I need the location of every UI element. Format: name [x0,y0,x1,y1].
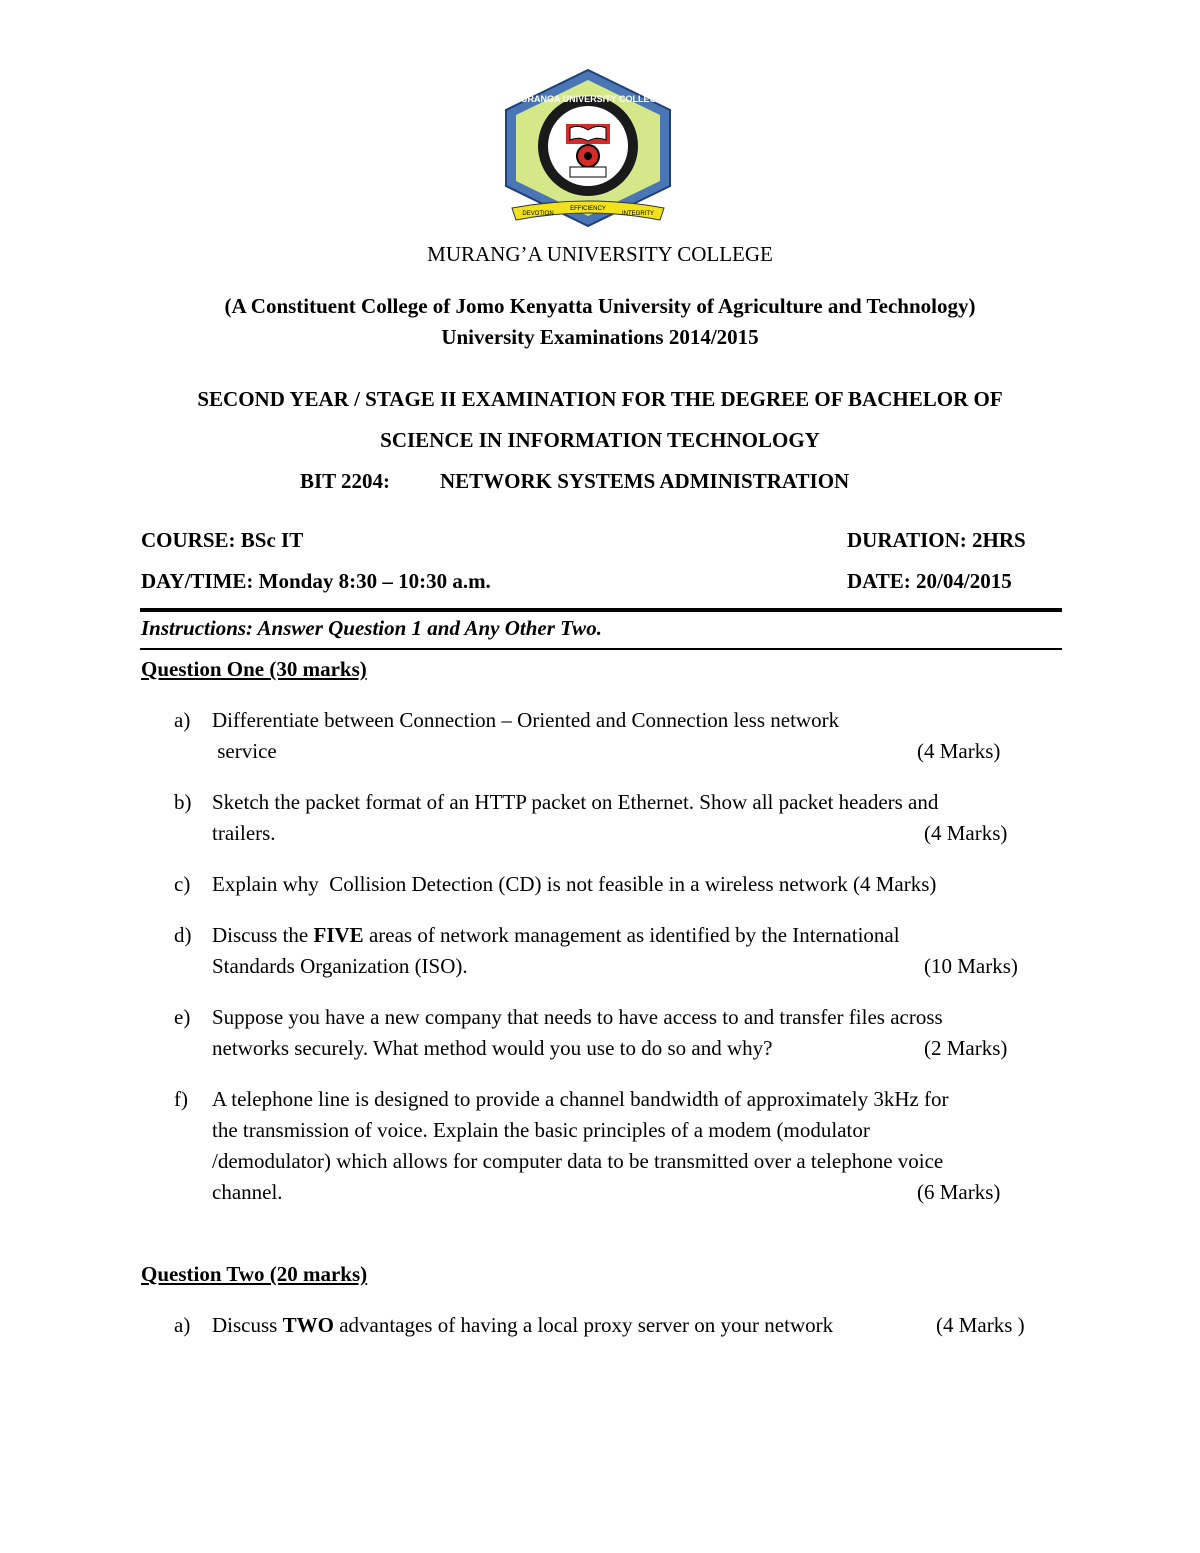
q2-a-line1 [212,1313,833,1338]
q1-d-line1-bold: FIVE [313,923,364,947]
q1-d-line1-post: areas of network management as identified by the International [363,923,900,947]
q1-d-line1-pre: Discuss the [212,923,314,947]
q1-d-line1 [212,923,900,948]
q1-a-line2: service [212,739,277,763]
q1-a-letter: a) [174,708,191,732]
top-divider [140,608,1062,612]
q1-b-line1: Sketch the packet format of an HTTP packet on Ethernet. Show all packet headers and [212,790,939,814]
q1-f-letter: f) [174,1087,188,1111]
motto-devotion: DEVOTION [522,211,554,217]
q1-a-line1: Differentiate between Connection – Oriented and Connection less network [212,708,840,732]
q1-e-line2: networks securely. What method would you use to do so and why? [212,1036,773,1060]
question-one-heading: Question One (30 marks) [141,657,367,681]
duration-label: DURATION: 2HRS [847,528,1026,552]
exam-title-line1: SECOND YEAR / STAGE II EXAMINATION FOR THE DEGREE OF BACHELOR OF [197,387,1003,411]
college-name: MURANG’A UNIVERSITY COLLEGE [427,242,773,266]
q2-a-letter: a) [174,1313,191,1337]
q2-a-line1-bold: TWO [282,1313,334,1337]
course-label: COURSE: BSc IT [141,528,304,552]
q1-d-letter: d) [174,923,192,947]
unit-code: BIT 2204: [300,469,391,493]
q1-e-line1: Suppose you have a new company that needs to have access to and transfer files across [212,1005,943,1029]
q1-d-line2: Standards Organization (ISO). [212,954,468,978]
bottom-divider [140,648,1062,650]
exam-title-line2: SCIENCE IN INFORMATION TECHNOLOGY [380,428,820,452]
q1-f-line3: /demodulator) which allows for computer data to be transmitted over a telephone voice [212,1149,944,1173]
q1-e-marks: (2 Marks) [924,1036,1008,1060]
q1-f-marks: (6 Marks) [917,1180,1001,1204]
constituent-line: (A Constituent College of Jomo Kenyatta University of Agriculture and Technology) [224,294,976,318]
q1-c-letter: c) [174,872,191,896]
date-label: DATE: 20/04/2015 [847,569,1012,593]
motto-efficiency: EFFICIENCY [570,206,606,212]
q2-a-line1-pre: Discuss [212,1313,283,1337]
q1-f-line2: the transmission of voice. Explain the basic principles of a modem (modulator [212,1118,870,1142]
q1-f-line1: A telephone line is designed to provide a channel bandwidth of approximately 3kHz for [212,1087,949,1111]
q1-b-letter: b) [174,790,192,814]
q1-b-marks: (4 Marks) [924,821,1008,845]
q1-c-line1: Explain why Collision Detection (CD) is not feasible in a wireless network (4 Marks) [212,872,937,896]
question-two-heading: Question Two (20 marks) [141,1262,368,1286]
q1-b-line2: trailers. [212,821,276,845]
brick-wall [570,167,606,177]
q2-a-marks: (4 Marks ) [936,1313,1025,1337]
q1-e-letter: e) [174,1005,191,1029]
unit-name: NETWORK SYSTEMS ADMINISTRATION [440,469,850,493]
instructions: Instructions: Answer Question 1 and Any Other Two. [141,616,602,640]
q1-d-marks: (10 Marks) [924,954,1018,978]
q1-a-marks: (4 Marks) [917,739,1001,763]
motto-integrity: INTEGRITY [621,211,655,217]
university-crest-icon [500,68,676,230]
q2-a-line1-post: advantages of having a local proxy server on your network [333,1313,834,1337]
day-time-label: DAY/TIME: Monday 8:30 – 10:30 a.m. [141,569,491,593]
q1-f-line4: channel. [212,1180,283,1204]
exam-year: University Examinations 2014/2015 [441,325,759,349]
crest-ring-text: MURANGA UNIVERSITY COLLEGE [513,94,663,104]
